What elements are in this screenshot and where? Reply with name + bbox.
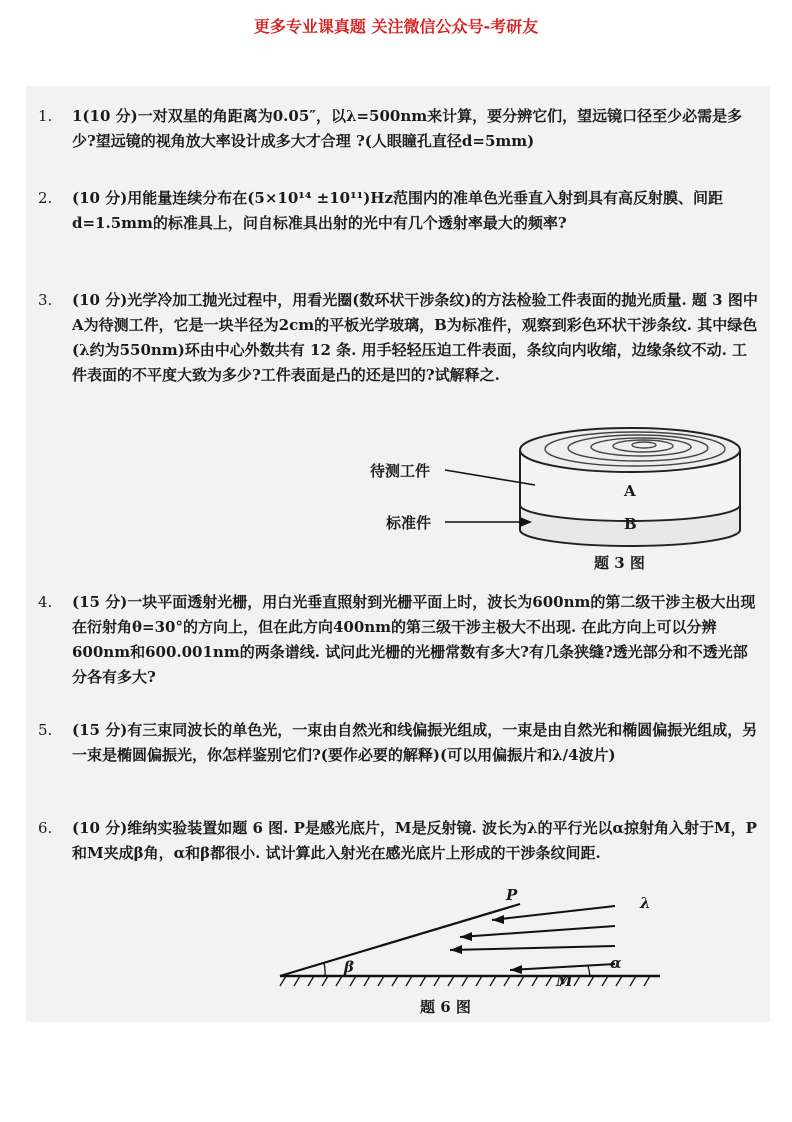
question-2 — [38, 186, 758, 236]
question-text: (10 分)维纳实验装置如题 6 图. P是感光底片，M是反射镜. 波长为λ的平行光以α掠射角入射于M，P和M夹成β角，α和β都很小. 试计算此入射光在感光底片上形成的干涉条纹间距. — [72, 819, 757, 862]
question-4 — [38, 590, 758, 690]
label-alpha: α — [610, 954, 622, 972]
question-text: (15 分)一块平面透射光栅，用白光垂直照射到光栅平面上时，波长为600nm的第二级干涉主极大出现在衍射角θ=30°的方向上，但在此方向400nm的第三级干涉主极大不出现. 在此方向上可以分辨600nm和600.001nm的两条谱线. 试问此光栅的光栅常数有多大?有几条狭缝?透光部分和不透光部分各有多大? — [72, 593, 756, 686]
label-lambda: λ — [640, 894, 651, 912]
figure-6-wiener-setup — [270, 890, 670, 1000]
question-number: 4. — [38, 593, 53, 611]
label-standard: 标准件 — [386, 514, 432, 532]
question-number: 3. — [38, 291, 53, 309]
question-text: 1(10 分)一对双星的角距离为0.05″，以λ=500nm来计算，要分辨它们，望远镜口径至少必需是多少?望远镜的视角放大率设计成多大才合理 ?(人眼瞳孔直径d=5mm) — [72, 107, 743, 150]
label-workpiece: 待测工件 — [370, 462, 431, 480]
question-1 — [38, 104, 758, 154]
label-p: P — [506, 886, 518, 904]
label-beta: β — [344, 958, 354, 976]
question-6 — [38, 816, 758, 866]
question-number: 6. — [38, 819, 53, 837]
figure-3-leader-lines — [440, 460, 540, 540]
label-m: M — [556, 972, 573, 990]
figure-6-caption: 题 6 图 — [420, 998, 471, 1016]
question-3 — [38, 288, 758, 388]
question-5 — [38, 718, 758, 768]
figure-3-caption: 题 3 图 — [594, 554, 645, 572]
question-text: (15 分)有三束同波长的单色光，一束由自然光和线偏振光组成，一束是由自然光和椭圆偏振光组成，另一束是椭圆偏振光，你怎样鉴别它们?(要作必要的解释)(可以用偏振片和λ/4波片) — [72, 721, 758, 764]
question-number: 5. — [38, 721, 53, 739]
promo-banner: 更多专业课真题 关注微信公众号-考研友 — [253, 17, 539, 36]
label-b: B — [624, 515, 637, 533]
question-text: (10 分)用能量连续分布在(5×10¹⁴ ±10¹¹)Hz范围内的准单色光垂直入射到具有高反射膜、间距d=1.5mm的标准具上，问自标准具出射的光中有几个透射率最大的频率? — [72, 189, 724, 232]
question-text: (10 分)光学冷加工抛光过程中，用看光圈(数环状干涉条纹)的方法检验工件表面的抛光质量. 题 3 图中A为待测工件，它是一块半径为2cm的平板光学玻璃，B为标准件，观察到彩色环状干涉条纹. 其中绿色(λ约为550nm)环由中心外数共有 12 条. 用手轻轻压迫工件表面，条纹向内收缩，边缘条纹不动. 工件表面的不平度大致为多少?工件表面是凸的还是凹的?试解释之. — [72, 291, 758, 384]
question-number: 2. — [38, 189, 53, 207]
label-a: A — [624, 482, 636, 500]
question-number: 1. — [38, 107, 53, 125]
